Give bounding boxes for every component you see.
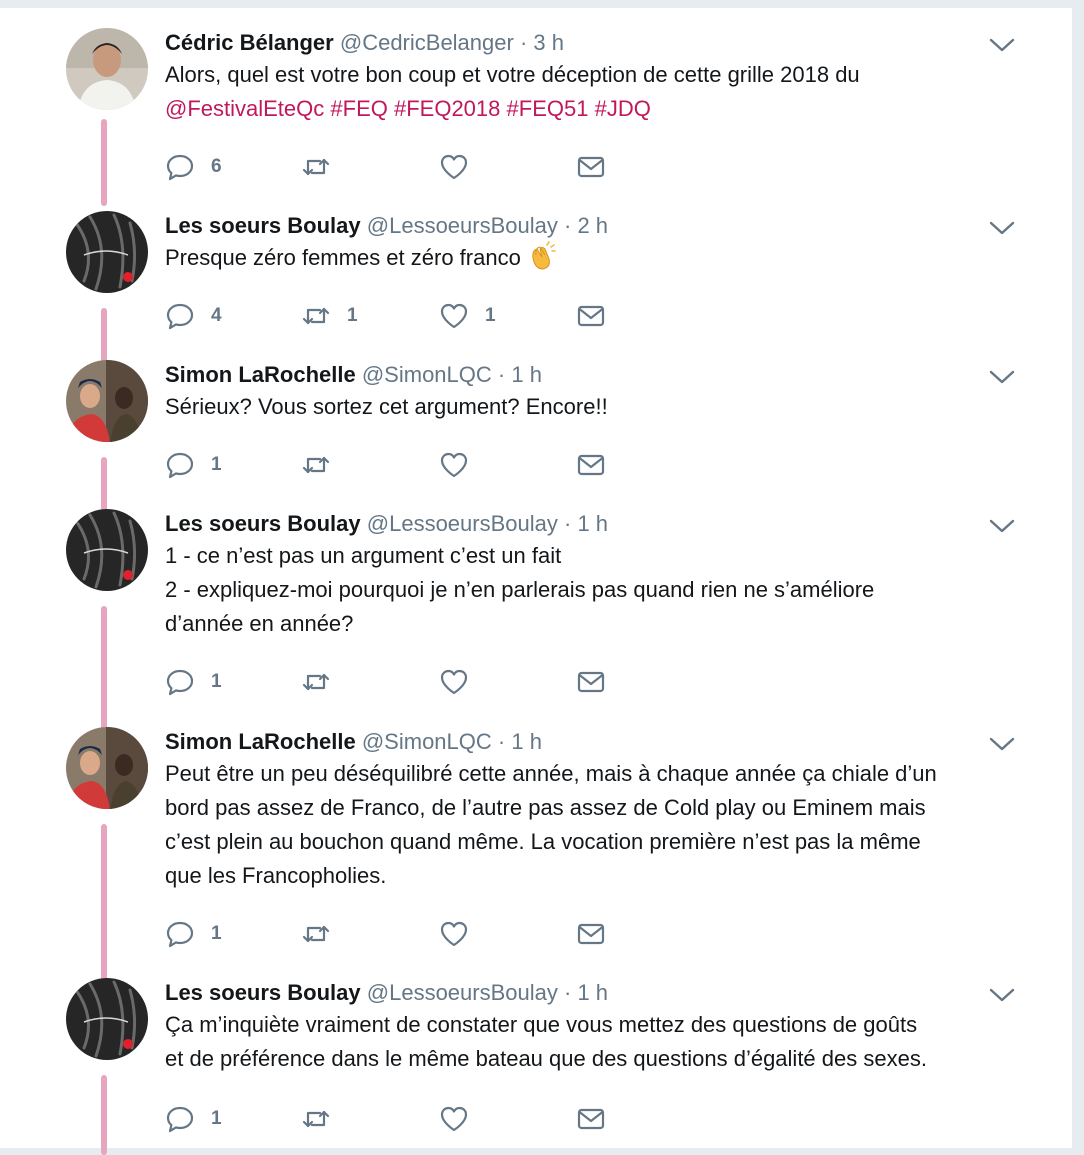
tweet-text-line [165,859,1025,893]
reply-count: 1 [211,671,222,692]
tweet-text-segment: Ça m’inquiète vraiment de constater que vous mettez des questions de goûts [165,1012,918,1037]
tweet-header [165,360,542,390]
tweet-header [165,978,608,1008]
heart-icon [439,667,469,697]
reply-button[interactable] [165,301,222,331]
like-button[interactable] [439,301,496,331]
separator: · [564,511,572,536]
direct-message-button[interactable] [576,450,606,480]
tweet-text [165,241,1025,275]
separator: · [497,729,506,754]
retweet-icon [301,301,331,331]
avatar[interactable] [66,28,148,110]
tweet-text-line [165,791,1025,825]
retweet-icon [301,152,331,182]
tweet-text-line [165,757,1025,791]
like-button[interactable] [439,919,485,949]
tweet-text-line [165,1008,1025,1042]
avatar[interactable] [66,978,148,1060]
retweet-button[interactable] [301,152,347,182]
retweet-button[interactable] [301,919,347,949]
tweet-text-line [165,241,1025,275]
tweet-text-line [165,92,1025,126]
reply-icon [165,1104,195,1134]
separator: · [519,30,528,55]
tweet[interactable] [0,211,1072,361]
tweet-text-segment: 1 - ce n’est pas un argument c’est un fait [165,543,562,568]
retweet-icon [301,919,331,949]
tweet-text-segment: Alors, quel est votre bon coup et votre déception de cette grille 2018 du [165,62,860,87]
tweet-actions [165,152,625,182]
retweet-button[interactable] [301,450,347,480]
envelope-icon [576,152,606,182]
separator: · [497,362,506,387]
tweet-text-line [165,390,1025,424]
direct-message-button[interactable] [576,1104,606,1134]
thread-line [101,824,107,984]
retweet-button[interactable] [301,667,347,697]
tweet-text-line [165,573,1025,607]
tweet-text-line [165,825,1025,859]
envelope-icon [576,1104,606,1134]
direct-message-button[interactable] [576,667,606,697]
hashtag-link[interactable]: #FEQ51 [506,96,589,121]
tweet[interactable] [0,360,1072,510]
direct-message-button[interactable] [576,301,606,331]
reply-button[interactable] [165,1104,222,1134]
author-name[interactable]: Simon LaRochelle [165,362,356,387]
heart-icon [439,301,469,331]
reply-count: 4 [211,305,222,326]
tweet-text [165,1008,1025,1076]
hashtag-link[interactable]: #FEQ [330,96,388,121]
author-name[interactable]: Les soeurs Boulay [165,511,361,536]
tweet-text-segment: Presque zéro femmes et zéro franco [165,245,527,270]
timestamp[interactable]: 1 h [577,980,609,1005]
tweet-text-segment: 2 - expliquez-moi pourquoi je n’en parlerais pas quand rien ne s’améliore [165,577,875,602]
thread-line [101,606,107,731]
separator: · [564,980,572,1005]
tweet-text-segment: que les Francopholies. [165,863,387,888]
envelope-icon [576,450,606,480]
tweet-text-line [165,607,1025,641]
timestamp[interactable]: 3 h [533,30,565,55]
reply-icon [165,919,195,949]
author-handle[interactable]: @CedricBelanger [339,30,514,55]
tweet-text-line [165,58,1025,92]
thread-line [101,119,107,206]
retweet-button[interactable] [301,1104,347,1134]
reply-icon [165,301,195,331]
tweet[interactable] [0,28,1072,218]
hashtag-link[interactable]: #FEQ2018 [393,96,501,121]
envelope-icon [576,301,606,331]
avatar[interactable] [66,360,148,442]
retweet-icon [301,667,331,697]
tweet-text-segment: c’est plein au bouchon quand même. La vocation première n’est pas la même [165,829,921,854]
chevron-down-icon[interactable] [988,986,1016,1004]
thread-line [101,1075,107,1155]
tweet-header [165,509,608,539]
envelope-icon [576,667,606,697]
tweet-text-segment: Peut être un peu déséquilibré cette année, mais à chaque année ça chiale d’un [165,761,937,786]
hashtag-link[interactable]: #JDQ [594,96,651,121]
reply-icon [165,152,195,182]
heart-icon [439,919,469,949]
author-handle[interactable]: @LessoeursBoulay [366,511,558,536]
chevron-down-icon[interactable] [988,368,1016,386]
tweet-header [165,727,542,757]
tweet-text-line [165,539,1025,573]
tweet-actions [165,450,625,480]
reply-icon [165,450,195,480]
envelope-icon [576,919,606,949]
timestamp[interactable]: 2 h [577,213,609,238]
avatar[interactable] [66,509,148,591]
retweet-icon [301,450,331,480]
avatar[interactable] [66,211,148,293]
reply-button[interactable] [165,450,222,480]
chevron-down-icon[interactable] [988,517,1016,535]
retweet-button[interactable] [301,301,358,331]
tweet-actions [165,1104,625,1134]
tweet[interactable] [0,978,1072,1148]
chevron-down-icon[interactable] [988,36,1016,54]
tweet-text [165,390,1025,424]
author-handle[interactable]: @LessoeursBoulay [366,980,558,1005]
author-handle[interactable]: @SimonLQC [361,362,492,387]
heart-icon [439,450,469,480]
author-handle[interactable]: @SimonLQC [361,729,492,754]
direct-message-button[interactable] [576,919,606,949]
timestamp[interactable]: 1 h [577,511,609,536]
tweet-text-segment: et de préférence dans le même bateau que des questions d’égalité des sexes. [165,1046,927,1071]
tweet[interactable] [0,727,1072,982]
heart-icon [439,1104,469,1134]
tweet-text-segment: bord pas assez de Franco, de l’autre pas assez de Cold play ou Eminem mais [165,795,926,820]
author-handle[interactable]: @LessoeursBoulay [366,213,558,238]
tweet-header [165,211,608,241]
separator: · [564,213,572,238]
tweet-actions [165,919,625,949]
thread-line [101,457,107,515]
tweet-text-segment: d’année en année? [165,611,354,636]
like-button[interactable] [439,1104,485,1134]
tweet[interactable] [0,509,1072,729]
chevron-down-icon[interactable] [988,219,1016,237]
conversation-thread [0,8,1072,1148]
like-count: 1 [485,305,496,326]
chevron-down-icon[interactable] [988,735,1016,753]
author-name[interactable]: Les soeurs Boulay [165,213,361,238]
avatar[interactable] [66,727,148,809]
reply-count: 1 [211,923,222,944]
timestamp[interactable]: 1 h [511,729,542,754]
thread-line [101,308,107,366]
retweet-icon [301,1104,331,1134]
heart-icon [439,152,469,182]
reply-button[interactable] [165,152,222,182]
tweet-text-segment: Sérieux? Vous sortez cet argument? Encore!! [165,394,608,419]
tweet-text [165,539,1025,641]
retweet-count: 1 [347,305,358,326]
tweet-text-line [165,1042,1025,1076]
reply-count: 1 [211,454,222,475]
tweet-text [165,58,1025,126]
tweet-header [165,28,564,58]
reply-icon [165,667,195,697]
clapping-hands-emoji [527,245,557,270]
author-name[interactable]: Cédric Bélanger [165,30,334,55]
reply-count: 6 [211,156,222,177]
author-name[interactable]: Les soeurs Boulay [165,980,361,1005]
reply-button[interactable] [165,919,222,949]
like-button[interactable] [439,667,485,697]
tweet-text [165,757,1025,893]
mention-link[interactable]: @FestivalEteQc [165,96,325,121]
like-button[interactable] [439,152,485,182]
author-name[interactable]: Simon LaRochelle [165,729,356,754]
direct-message-button[interactable] [576,152,606,182]
tweet-actions [165,667,625,697]
like-button[interactable] [439,450,485,480]
reply-button[interactable] [165,667,222,697]
timestamp[interactable]: 1 h [511,362,542,387]
tweet-actions [165,301,625,331]
reply-count: 1 [211,1108,222,1129]
